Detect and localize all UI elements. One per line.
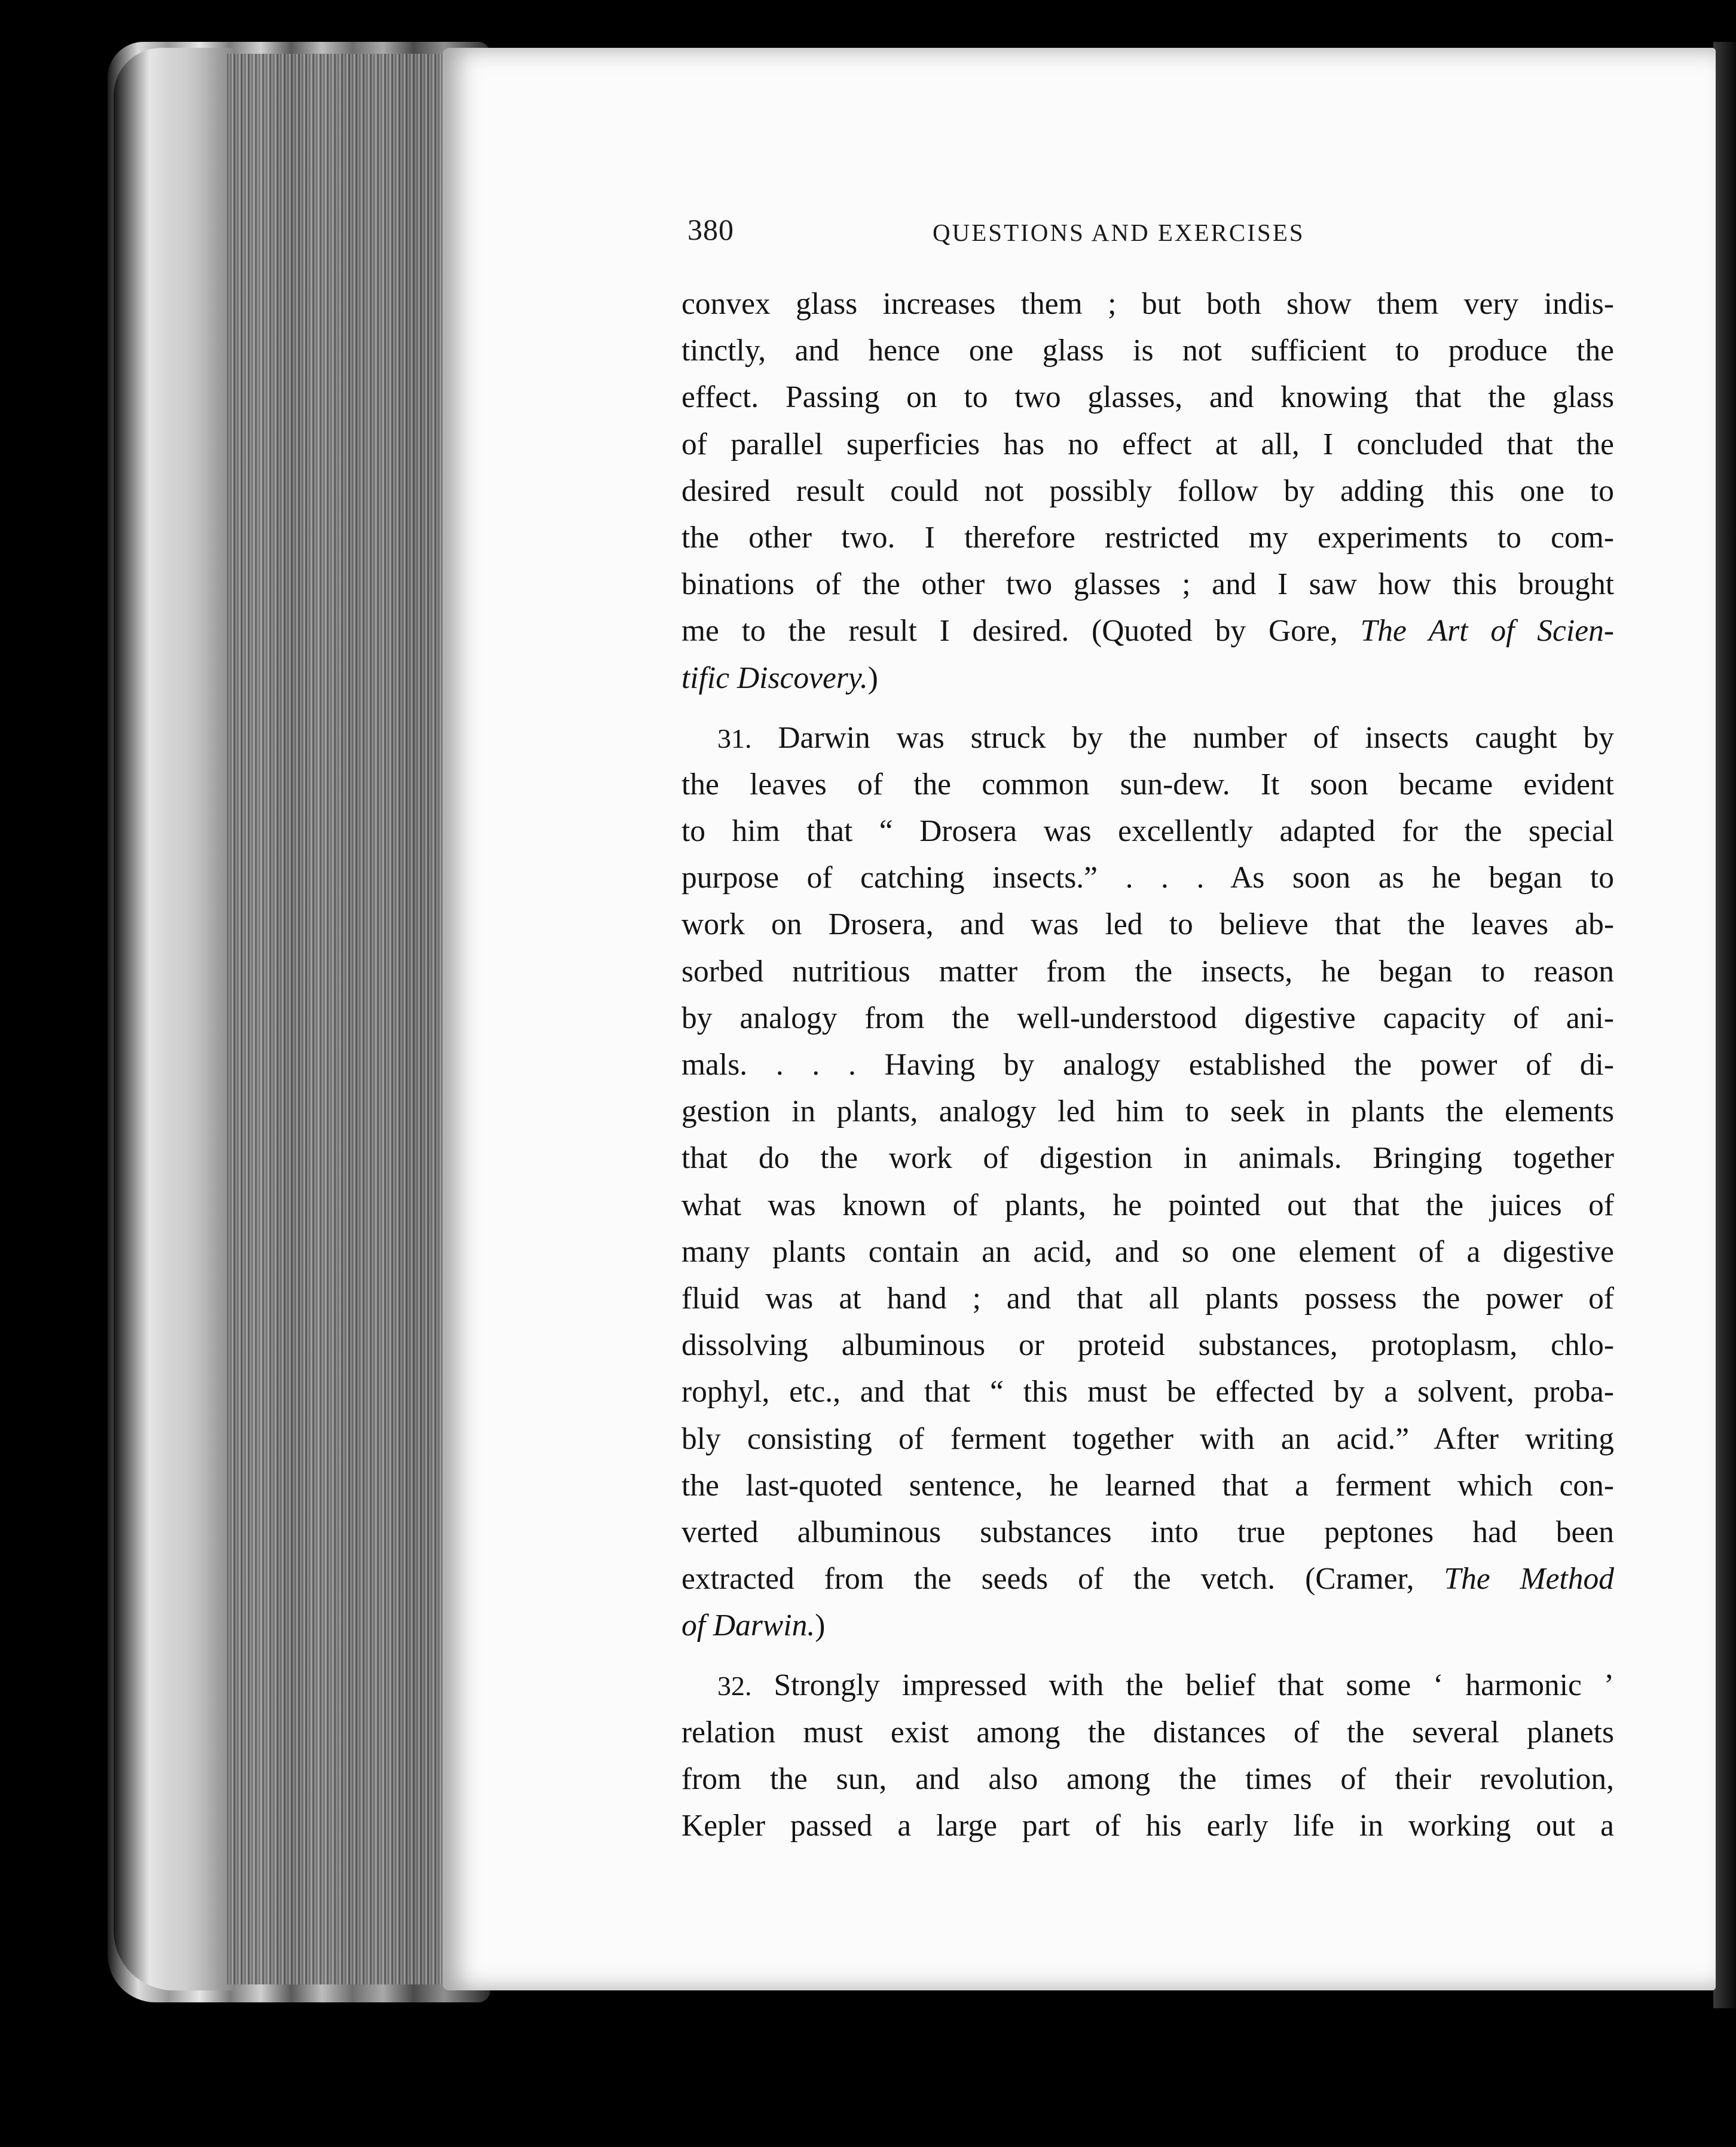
body-text — [681, 281, 1614, 1849]
text-line: bly consisting of ferment together with an acid.” After writing — [681, 1421, 1614, 1456]
text-line: that do the work of digestion in animals. Bringing together — [681, 1141, 1614, 1176]
text-line: tific Discovery.) — [681, 660, 878, 695]
text-line: convex glass increases them ; but both show them very indis- — [681, 287, 1614, 321]
citation-title: The Art of Scien- — [1360, 614, 1614, 649]
text-line: Kepler passed a large part of his early life in working out a — [681, 1809, 1614, 1843]
text-line: verted albuminous substances into true peptones had been — [681, 1515, 1614, 1549]
text-line: the last-quoted sentence, he learned that a ferment which con- — [681, 1468, 1614, 1503]
text-line: desired result could not possibly follow by adding this one to — [681, 473, 1614, 508]
text-line: what was known of plants, he pointed out that the juices of — [681, 1188, 1614, 1222]
exercise-number: 31. — [717, 723, 752, 754]
page-number: 380 — [687, 213, 734, 246]
text-line: binations of the other two glasses ; and I saw how this brought — [681, 567, 1614, 602]
text-line: the other two. I therefore restricted my experiments to com- — [681, 520, 1614, 555]
book-edge-shading — [114, 48, 233, 1990]
text-line: to him that “ Drosera was excellently adapted for the special — [681, 814, 1614, 849]
text-line: gestion in plants, analogy led him to seek in plants the elements — [681, 1094, 1614, 1129]
text-line: from the sun, and also among the times of their revolution, — [681, 1761, 1614, 1796]
right-margin-shadow — [1713, 42, 1736, 2008]
text-line: of Darwin.) — [681, 1608, 826, 1643]
page-stack-edges — [227, 54, 454, 1984]
text-line: mals. . . . Having by analogy established the power of di- — [681, 1048, 1614, 1082]
text-line: purpose of catching insects.” . . . As soon as he began to — [681, 861, 1614, 895]
text-line: rophyl, etc., and that “ this must be effected by a solvent, proba- — [681, 1375, 1614, 1409]
text-line: work on Drosera, and was led to believe that the leaves ab- — [681, 907, 1614, 942]
text-line: sorbed nutritious matter from the insects, he began to reason — [681, 954, 1614, 989]
text-line: 32. Strongly impressed with the belief that some ‘ harmonic ’ — [717, 1668, 1614, 1703]
text-line: dissolving albuminous or proteid substances, protoplasm, chlo- — [681, 1328, 1614, 1363]
text-line: me to the result I desired. (Quoted by Gore, The Art of Scien- — [681, 614, 1614, 649]
text-line: extracted from the seeds of the vetch. (Cramer, The Method — [681, 1562, 1614, 1597]
text-line: the leaves of the common sun-dew. It soon became evident — [681, 767, 1614, 802]
citation-title: tific Discovery. — [681, 660, 868, 695]
text-line: effect. Passing on to two glasses, and knowing that the glass — [681, 380, 1614, 415]
text-line: by analogy from the well-understood digestive capacity of ani- — [681, 1001, 1614, 1035]
text-line: of parallel superficies has no effect at all, I concluded that the — [681, 427, 1614, 461]
text-line: fluid was at hand ; and that all plants possess the power of — [681, 1281, 1614, 1316]
text-line: 31. Darwin was struck by the number of insects caught by — [717, 720, 1614, 755]
exercise-number: 32. — [717, 1671, 752, 1702]
running-head: QUESTIONS AND EXERCISES — [933, 219, 1305, 246]
citation-title: of Darwin. — [681, 1608, 815, 1643]
text-line: many plants contain an acid, and so one element of a digestive — [681, 1234, 1614, 1269]
text-line: relation must exist among the distances of the several planets — [681, 1715, 1614, 1750]
text-line: tinctly, and hence one glass is not sufficient to produce the — [681, 334, 1614, 368]
page-header — [687, 212, 1393, 254]
citation-title: The Method — [1444, 1562, 1614, 1597]
